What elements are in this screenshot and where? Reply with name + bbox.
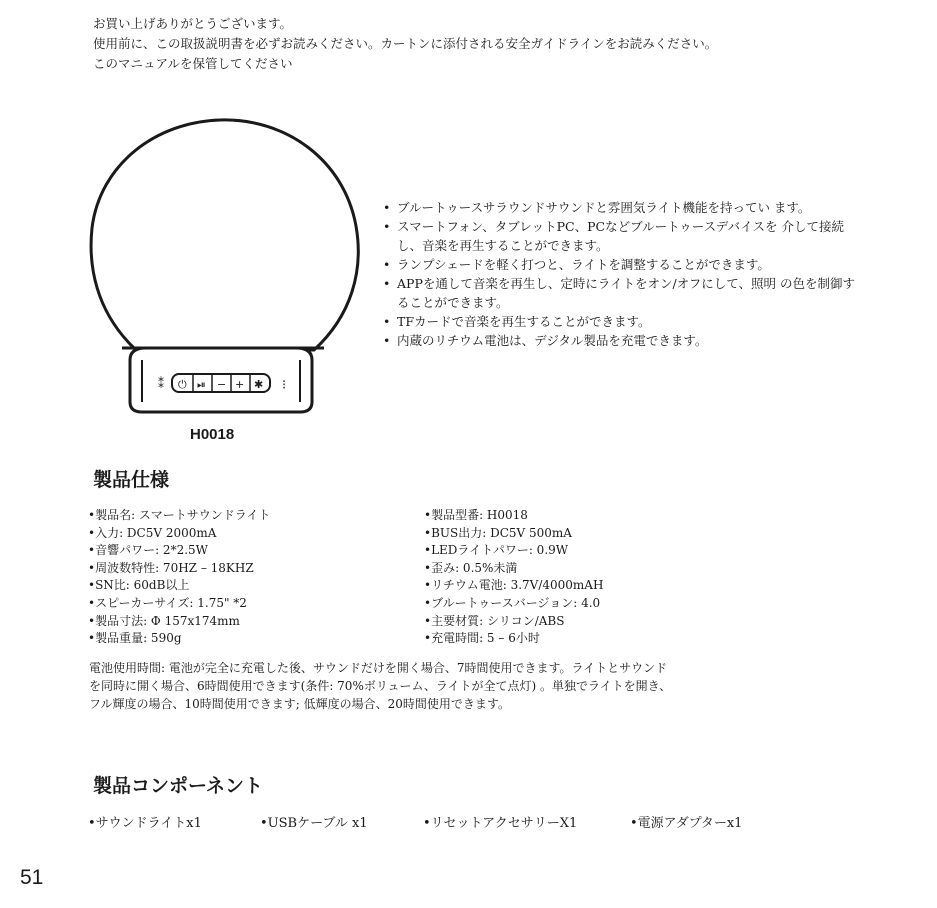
power-button-icon: ⏻: [178, 378, 187, 391]
page-number: 51: [20, 866, 44, 889]
spec-item: •充電時間: 5 – 6小时: [424, 631, 540, 646]
specs-heading: 製品仕様: [93, 469, 170, 491]
spec-item: •入力: DC5V 2000mA: [88, 525, 217, 540]
spec-item: •主要材質: シリコン/ABS: [424, 613, 565, 628]
specs-left-column: [88, 507, 418, 648]
volume-down-button-icon: −: [217, 378, 227, 391]
sound-light-illustration: [86, 116, 376, 420]
component-item: •リセットアクセサリーX1: [423, 816, 578, 831]
spec-item: •周波数特性: 70HZ – 18KHZ: [88, 560, 254, 575]
spec-item: •BUS出力: DC5V 500mA: [424, 525, 572, 540]
component-item: •サウンドライトx1: [88, 816, 202, 831]
play-pause-button-icon: ⏯: [197, 378, 206, 391]
spec-item: •製品重量: 590g: [88, 631, 182, 646]
spec-item: •LEDライトパワー: 0.9W: [424, 543, 569, 558]
spec-item: •歪み: 0.5%未満: [424, 560, 518, 575]
feature-item: • ランプシェードを軽く打つと、ライトを調整することができます。: [383, 255, 863, 274]
feature-list: [383, 198, 863, 350]
intro-text: お買い上げありがとうございます。 使用前に、この取扱説明書を必ずお読みください。カートンに添付される安全ガイドラインをお読みください。 このマニュアルを保管してください: [93, 16, 718, 71]
feature-item: • APPを通して音楽を再生し、定時にライトをオン/オフにして、照明 の色を制御することができます。: [383, 274, 863, 312]
spec-item: •SN比: 60dB以上: [88, 578, 190, 593]
specs-right-column: [424, 507, 754, 648]
spec-item: •製品名: スマートサウンドライト: [88, 508, 271, 522]
feature-item: • ブルートゥースサラウンドサウンドと雰囲気ライト機能を持ってい ます。: [383, 198, 863, 217]
lampshade-outline: [91, 120, 358, 350]
volume-up-button-icon: +: [235, 378, 245, 391]
model-label: H0018: [190, 426, 235, 443]
component-item: •USBケーブル x1: [260, 816, 368, 831]
spec-item: •リチウム電池: 3.7V/4000mAH: [424, 578, 604, 593]
components-heading: 製品コンポーネント: [93, 775, 264, 797]
light-button-icon: ✱: [254, 378, 264, 391]
spec-item: •製品寸法: Φ 157x174mm: [88, 613, 240, 628]
spec-item: •ブルートゥースバージョン: 4.0: [424, 595, 601, 610]
usb-port-icon: ⁝: [282, 378, 287, 393]
spec-item: •スピーカーサイズ: 1.75" *2: [88, 595, 247, 610]
battery-life-text: 電池使用時間: 電池が完全に充電した後、サウンドだけを開く場合、7時間使用できます。ライトとサウンド を同時に開く場合、6時間使用できます(条件: 70%ボリューム、ライトが全て点灯) 。単独でライトを開き、 フル輝度の場合、10時間使用できます; 低輝度の場合、20時間使用できます。: [89, 661, 672, 711]
led-indicator-icon: ⁑: [158, 377, 164, 391]
spec-item: •製品型番: H0018: [424, 508, 528, 522]
feature-item: • 内蔵のリチウム電池は、デジタル製品を充電できます。: [383, 331, 863, 350]
feature-item: • スマートフォン、タブレットPC、PCなどブルートゥースデバイスを 介して接続し、音楽を再生することができます。: [383, 217, 863, 255]
feature-item: • TFカードで音楽を再生することができます。: [383, 312, 863, 331]
spec-item: •音響パワー: 2*2.5W: [88, 543, 208, 558]
component-item: •電源アダプターx1: [630, 816, 743, 831]
